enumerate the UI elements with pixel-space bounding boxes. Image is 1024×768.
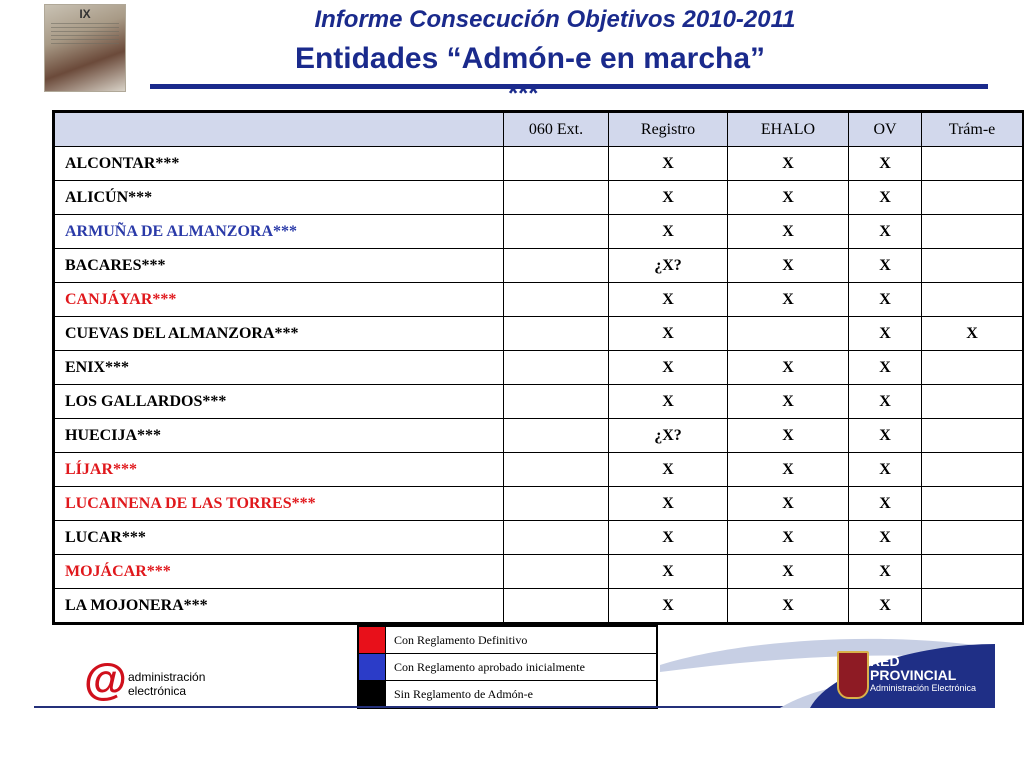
status-cell: X	[849, 555, 922, 589]
status-cell: X	[728, 385, 849, 419]
table-row	[54, 419, 1024, 453]
status-cell: X	[609, 283, 728, 317]
legend-label: Con Reglamento aprobado inicialmente	[386, 654, 658, 681]
table-row	[54, 351, 1024, 385]
legend-label: Con Reglamento Definitivo	[386, 626, 658, 654]
report-title: Informe Consecución Objetivos 2010-2011	[314, 6, 796, 33]
status-cell: X	[609, 385, 728, 419]
legend-row	[358, 626, 657, 654]
status-cell	[922, 589, 1024, 624]
column-header-ehalo: EHALO	[728, 112, 849, 147]
status-cell	[504, 181, 609, 215]
status-cell	[504, 317, 609, 351]
entities-table	[52, 110, 1024, 625]
at-sign-icon: @	[84, 655, 127, 704]
status-cell	[922, 419, 1024, 453]
status-cell	[504, 487, 609, 521]
status-cell	[922, 351, 1024, 385]
conference-logo	[44, 4, 126, 92]
table-row	[54, 589, 1024, 624]
status-cell	[504, 283, 609, 317]
status-cell: X	[609, 453, 728, 487]
status-cell	[504, 215, 609, 249]
column-header-registro: Registro	[609, 112, 728, 147]
status-cell: X	[728, 453, 849, 487]
title-underline	[150, 84, 988, 89]
logo-lines	[51, 23, 119, 45]
status-cell	[922, 249, 1024, 283]
status-cell: X	[849, 283, 922, 317]
status-cell	[922, 215, 1024, 249]
legend-swatch	[358, 654, 386, 681]
status-cell: X	[609, 317, 728, 351]
adm-logo-line1: administración	[128, 670, 206, 684]
legend-row	[358, 681, 657, 709]
status-cell	[504, 589, 609, 624]
status-cell	[728, 317, 849, 351]
status-cell: X	[609, 555, 728, 589]
column-header-ov: OV	[849, 112, 922, 147]
status-cell: X	[849, 215, 922, 249]
red-provincial-line3: Administración Electrónica	[870, 683, 977, 693]
status-cell	[504, 147, 609, 181]
status-cell: ¿X?	[609, 249, 728, 283]
status-cell: X	[849, 385, 922, 419]
status-cell: X	[609, 215, 728, 249]
status-cell: X	[728, 351, 849, 385]
entity-name: HUECIJA***	[54, 419, 504, 453]
table-row	[54, 385, 1024, 419]
table-row	[54, 487, 1024, 521]
status-cell: X	[728, 487, 849, 521]
status-cell	[504, 419, 609, 453]
status-cell	[504, 249, 609, 283]
table-row	[54, 555, 1024, 589]
status-cell: X	[728, 589, 849, 624]
status-cell: X	[849, 487, 922, 521]
entity-name: LA MOJONERA***	[54, 589, 504, 624]
entity-name: ENIX***	[54, 351, 504, 385]
legend-body	[358, 626, 657, 708]
status-cell: ¿X?	[609, 419, 728, 453]
status-cell: X	[609, 181, 728, 215]
status-cell: X	[728, 181, 849, 215]
status-cell: X	[849, 249, 922, 283]
status-cell: X	[849, 147, 922, 181]
entity-name: LUCAINENA DE LAS TORRES***	[54, 487, 504, 521]
status-cell	[504, 521, 609, 555]
red-provincial-line2: PROVINCIAL	[870, 667, 957, 683]
status-cell	[922, 147, 1024, 181]
entity-name: ARMUÑA DE ALMANZORA***	[54, 215, 504, 249]
status-cell	[922, 181, 1024, 215]
status-cell: X	[728, 419, 849, 453]
red-provincial-line1: RED	[870, 653, 900, 669]
status-cell: X	[609, 589, 728, 624]
table-row	[54, 521, 1024, 555]
status-cell: X	[609, 351, 728, 385]
status-cell: X	[728, 521, 849, 555]
coat-of-arms-icon	[837, 651, 869, 699]
entity-name: ALCONTAR***	[54, 147, 504, 181]
status-cell: X	[728, 249, 849, 283]
status-cell: X	[849, 317, 922, 351]
legend-swatch	[358, 626, 386, 654]
slide-title: Entidades “Admón-e en marcha”	[294, 42, 766, 75]
status-cell: X	[609, 521, 728, 555]
logo-text: IX	[79, 7, 91, 21]
red-provincial-logo	[660, 630, 995, 708]
table-row	[54, 317, 1024, 351]
legend-row	[358, 654, 657, 681]
status-cell	[922, 521, 1024, 555]
status-cell	[922, 385, 1024, 419]
status-cell: X	[849, 181, 922, 215]
status-cell: X	[849, 521, 922, 555]
status-cell: X	[922, 317, 1024, 351]
table-row	[54, 283, 1024, 317]
entity-name: MOJÁCAR***	[54, 555, 504, 589]
status-cell: X	[728, 215, 849, 249]
status-cell: X	[849, 351, 922, 385]
status-cell	[504, 555, 609, 589]
table-header-row	[54, 112, 1024, 147]
status-cell	[504, 351, 609, 385]
status-cell	[922, 555, 1024, 589]
status-cell: X	[849, 453, 922, 487]
entity-name: LÍJAR***	[54, 453, 504, 487]
entity-name: BACARES***	[54, 249, 504, 283]
administracion-electronica-logo	[84, 655, 224, 704]
adm-logo-line2: electrónica	[128, 684, 187, 698]
table-row	[54, 249, 1024, 283]
status-cell: X	[849, 419, 922, 453]
status-cell: X	[609, 487, 728, 521]
table-row	[54, 147, 1024, 181]
entity-name: ALICÚN***	[54, 181, 504, 215]
entity-name: CANJÁYAR***	[54, 283, 504, 317]
status-cell	[922, 487, 1024, 521]
legend-label: Sin Reglamento de Admón-e	[386, 681, 658, 709]
column-header-060-ext: 060 Ext.	[504, 112, 609, 147]
table-body	[54, 147, 1024, 624]
entity-name: LUCAR***	[54, 521, 504, 555]
title-asterisks: ***	[508, 78, 539, 108]
status-cell: X	[728, 555, 849, 589]
status-cell: X	[609, 147, 728, 181]
status-cell	[922, 283, 1024, 317]
status-cell	[504, 385, 609, 419]
column-header-tram-e: Trám-e	[922, 112, 1024, 147]
entity-name: CUEVAS DEL ALMANZORA***	[54, 317, 504, 351]
column-header-entity	[54, 112, 504, 147]
legend-swatch	[358, 681, 386, 709]
status-cell: X	[849, 589, 922, 624]
table-row	[54, 181, 1024, 215]
status-cell: X	[728, 147, 849, 181]
table-row	[54, 453, 1024, 487]
table-row	[54, 215, 1024, 249]
legend-table	[357, 625, 658, 709]
status-cell	[504, 453, 609, 487]
entity-name: LOS GALLARDOS***	[54, 385, 504, 419]
status-cell: X	[728, 283, 849, 317]
status-cell	[922, 453, 1024, 487]
